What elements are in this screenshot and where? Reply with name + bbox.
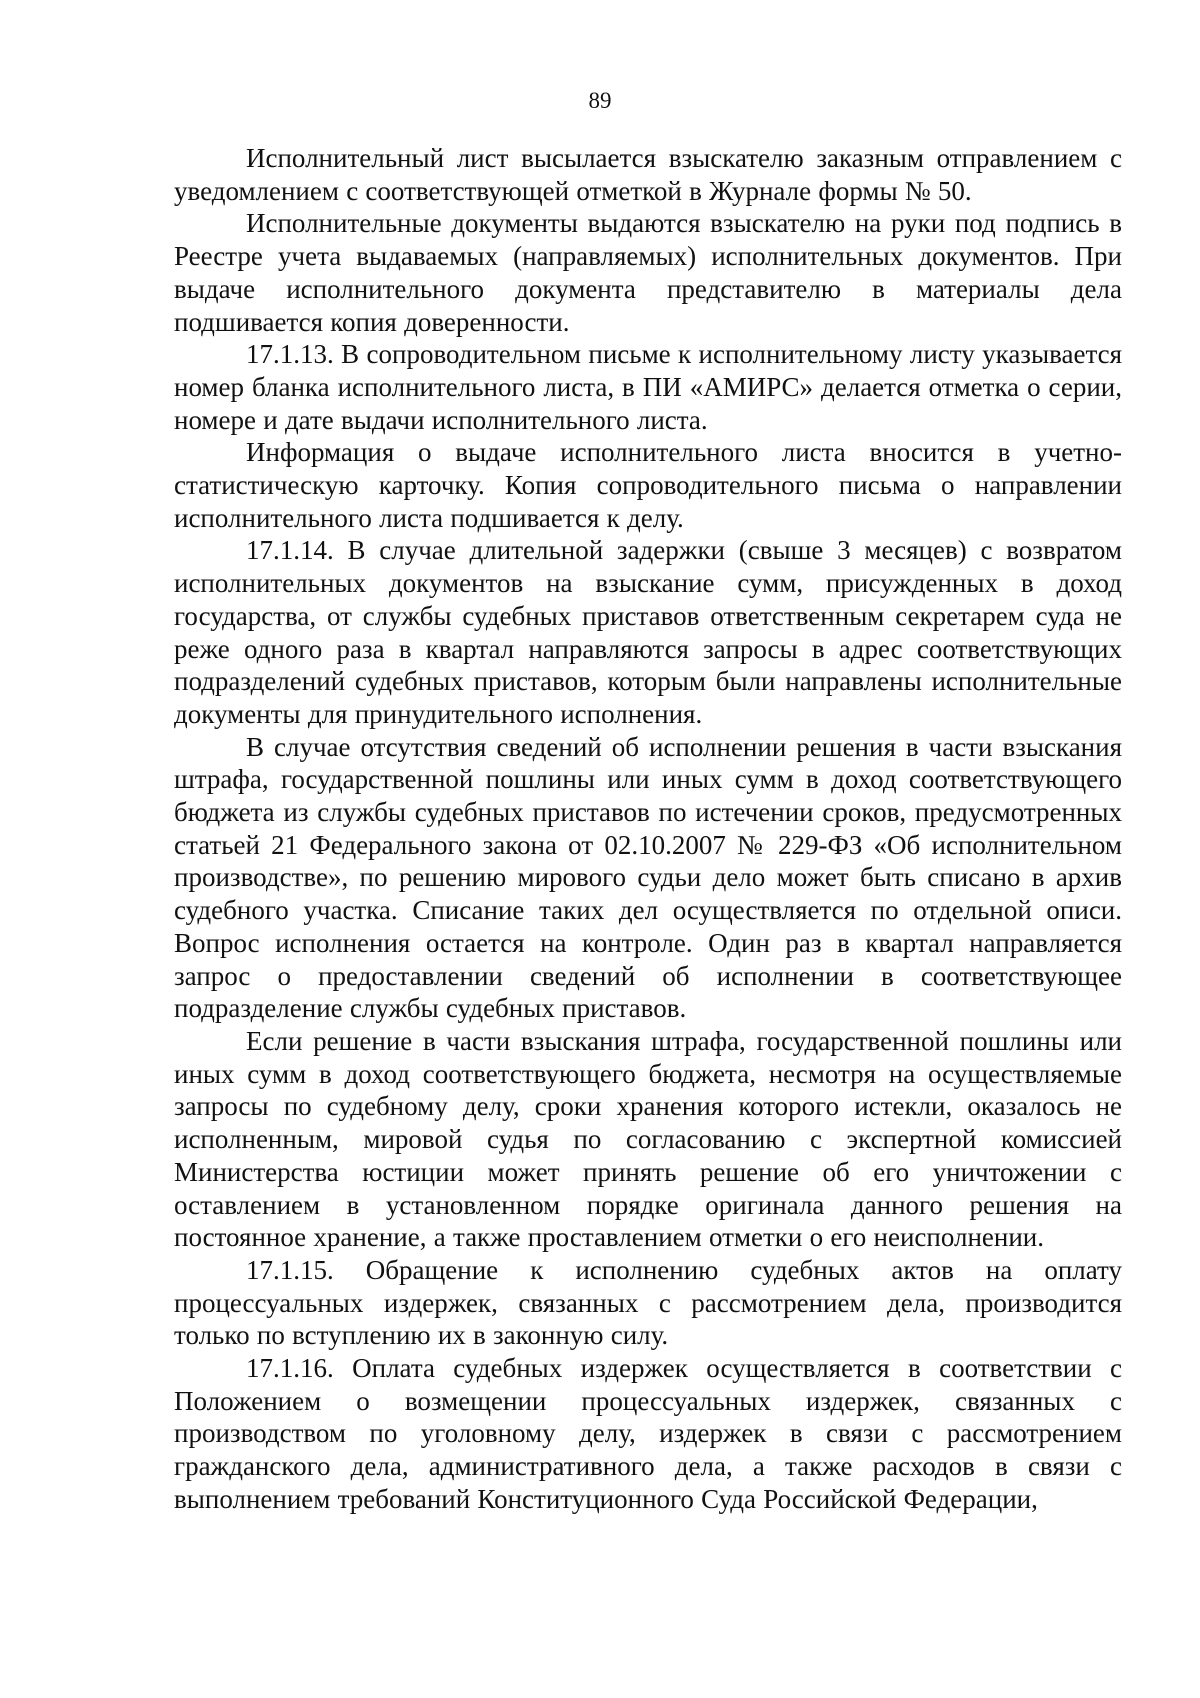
page-number: 89 bbox=[588, 88, 612, 113]
paragraph-writ-sent: Исполнительный лист высылается взыскателю заказным отправлением с уведомлением с соответствующей отметкой в Журнале формы № 50. bbox=[174, 143, 1122, 206]
paragraph-17-1-16: 17.1.16. Оплата судебных издержек осуществляется в соответствии с Положением о возмещении процессуальных издержек, связанных с производством по уголовному делу, издержек в связи с рассмотрением гражданского дела, административного дела, а также расходов в связи с выполнением требований Конституционного Суда Российской Федерации, bbox=[174, 1353, 1122, 1514]
paragraph-unexecuted-decision: Если решение в части взыскания штрафа, государственной пошлины или иных сумм в доход соответствующего бюджета, несмотря на осуществляемые запросы по судебному делу, сроки хранения которого истекли, оказалось не исполненным, мировой судья по согласованию с экспертной комиссией Министерства юстиции может принять решение об его уничтожении с оставлением в установленном порядке оригинала данного решения на постоянное хранение, а также проставлением отметки о его неисполнении. bbox=[174, 1025, 1122, 1253]
paragraph-17-1-13: 17.1.13. В сопроводительном письме к исполнительному листу указывается номер бланка исполнительного листа, в ПИ «АМИРС» делается отметка о серии, номере и дате выдачи исполнительного листа. bbox=[174, 339, 1122, 435]
paragraph-17-1-14: 17.1.14. В случае длительной задержки (свыше 3 месяцев) с возвратом исполнительных документов на взыскание сумм, присужденных в доход государства, от службы судебных приставов ответственным секретарем суда не реже одного раза в квартал направляются запросы в адрес соответствующих подразделений судебных приставов, которым были направлены исполнительные документы для принудительного исполнения. bbox=[174, 535, 1122, 729]
paragraph-issue-info: Информация о выдаче исполнительного листа вносится в учетно-статистическую карточку. Копия сопроводительного письма о направлении исполнительного листа подшивается к делу. bbox=[174, 437, 1122, 533]
paragraph-no-execution-info: В случае отсутствия сведений об исполнении решения в части взыскания штрафа, государственной пошлины или иных сумм в доход соответствующего бюджета из службы судебных приставов по истечении сроков, предусмотренных статьей 21 Федерального закона от 02.10.2007 № 229-ФЗ «Об исполнительном производстве», по решению мирового судьи дело может быть списано в архив судебного участка. Списание таких дел осуществляется по отдельной описи. Вопрос исполнения остается на контроле. Один раз в квартал направляется запрос о предоставлении сведений об исполнении в соответствующее подразделение службы судебных приставов. bbox=[174, 731, 1122, 1024]
document-body bbox=[174, 142, 1122, 1516]
paragraph-17-1-15: 17.1.15. Обращение к исполнению судебных актов на оплату процессуальных издержек, связанных с рассмотрением дела, производится только по вступлению их в законную силу. bbox=[174, 1254, 1122, 1351]
paragraph-documents-issued: Исполнительные документы выдаются взыскателю на руки под подпись в Реестре учета выдаваемых (направляемых) исполнительных документов. При выдаче исполнительного документа представителю в материалы дела подшивается копия доверенности. bbox=[174, 208, 1122, 337]
